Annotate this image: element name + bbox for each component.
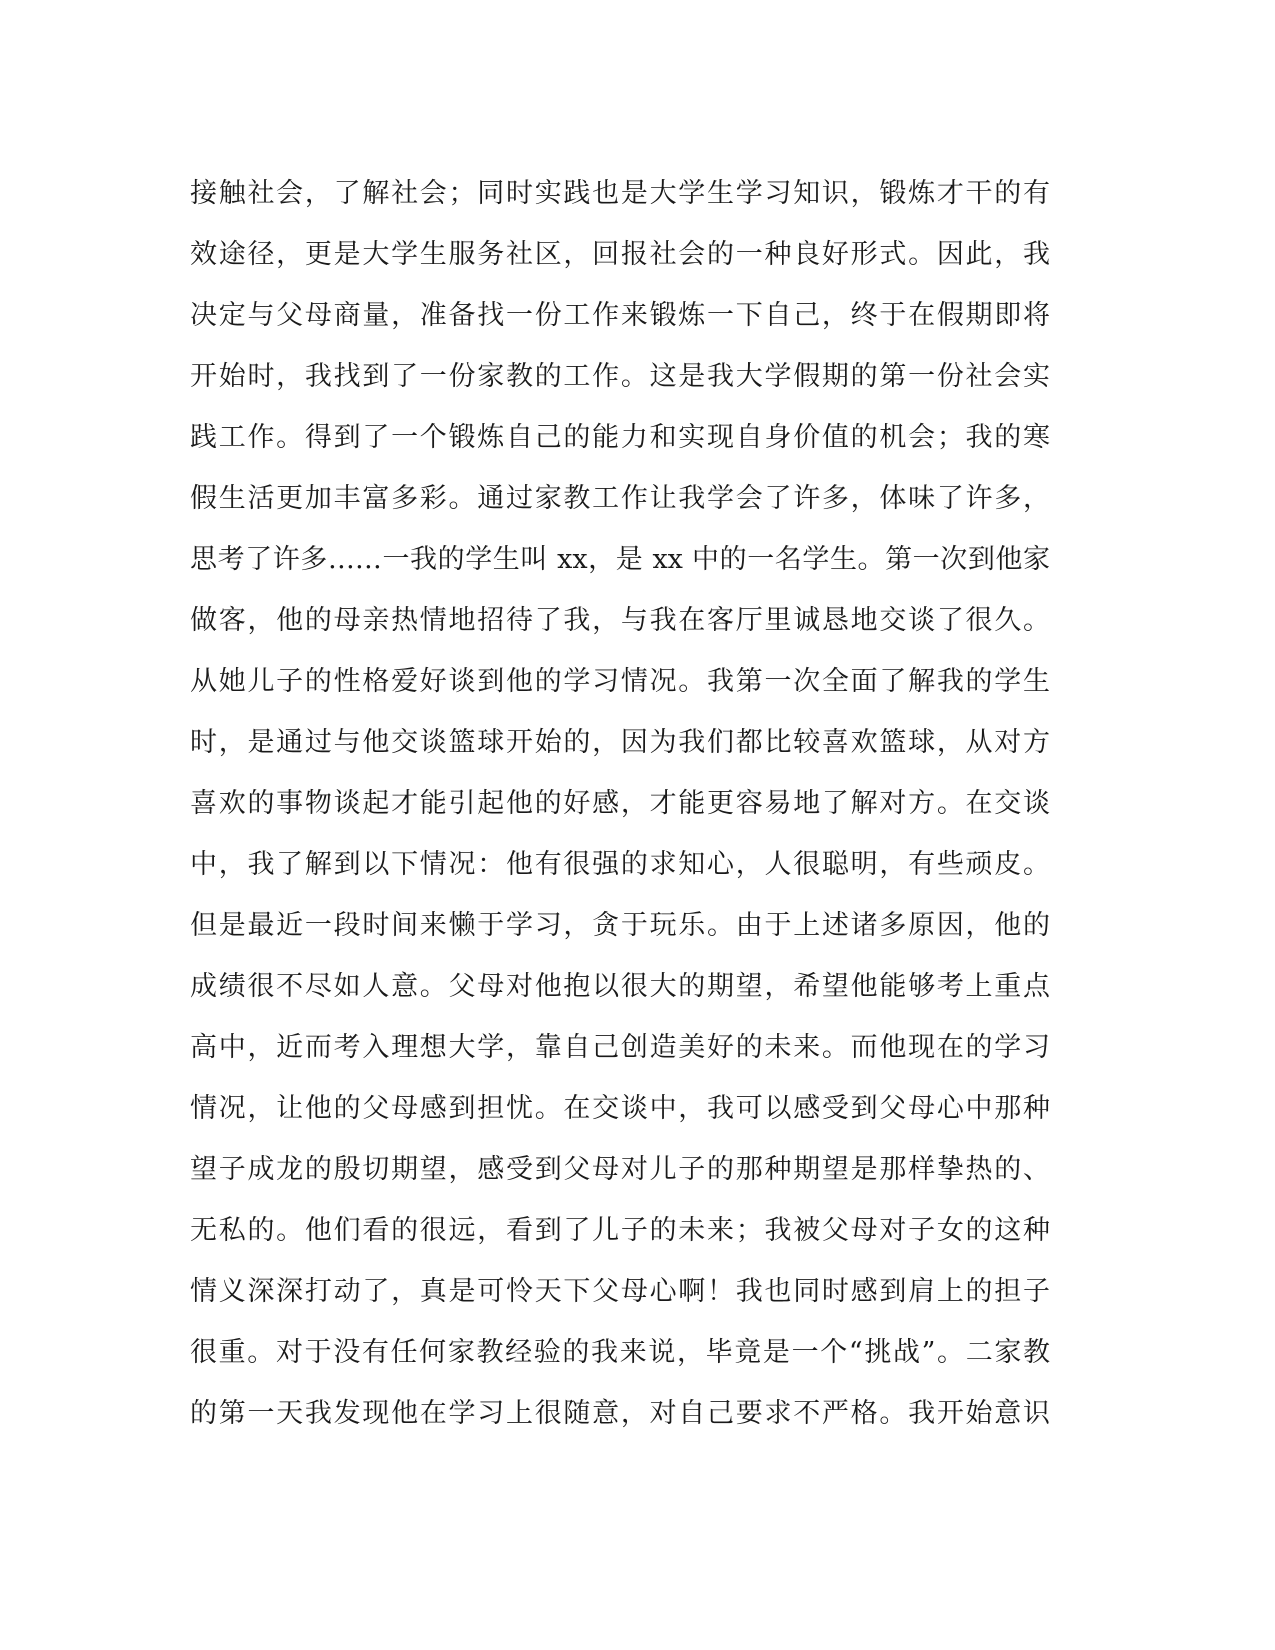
- body-text: [190, 163, 1090, 1444]
- text-line: 践工作。得到了一个锻炼自己的能力和实现自身价值的机会；我的寒: [190, 422, 1050, 453]
- text-line: 接触社会，了解社会；同时实践也是大学生学习知识，锻炼才干的有: [190, 178, 1050, 209]
- text-line: 无私的。他们看的很远，看到了儿子的未来；我被父母对子女的这种: [190, 1215, 1050, 1246]
- text-line: 从她儿子的性格爱好谈到他的学习情况。我第一次全面了解我的学生: [190, 666, 1050, 697]
- text-line: 假生活更加丰富多彩。通过家教工作让我学会了许多，体味了许多，: [190, 483, 1050, 514]
- text-line: 成绩很不尽如人意。父母对他抱以很大的期望，希望他能够考上重点: [190, 971, 1050, 1002]
- text-line: 很重。对于没有任何家教经验的我来说，毕竟是一个“挑战”。二家教: [190, 1337, 1050, 1368]
- text-line: 效途径，更是大学生服务社区，回报社会的一种良好形式。因此，我: [190, 239, 1050, 270]
- text-line: 望子成龙的殷切期望，感受到父母对儿子的那种期望是那样挚热的、: [190, 1154, 1050, 1185]
- text-line: 开始时，我找到了一份家教的工作。这是我大学假期的第一份社会实: [190, 361, 1050, 392]
- text-line: 的第一天我发现他在学习上很随意，对自己要求不严格。我开始意识: [190, 1398, 1050, 1429]
- text-line: 喜欢的事物谈起才能引起他的好感，才能更容易地了解对方。在交谈: [190, 788, 1050, 819]
- text-line: 但是最近一段时间来懒于学习，贪于玩乐。由于上述诸多原因，他的: [190, 910, 1050, 941]
- text-line: 中，我了解到以下情况：他有很强的求知心，人很聪明，有些顽皮。: [190, 849, 1050, 880]
- text-line: 决定与父母商量，准备找一份工作来锻炼一下自己，终于在假期即将: [190, 300, 1050, 331]
- text-line: 情况，让他的父母感到担忧。在交谈中，我可以感受到父母心中那种: [190, 1093, 1050, 1124]
- text-line: 情义深深打动了，真是可怜天下父母心啊！我也同时感到肩上的担子: [190, 1276, 1050, 1307]
- text-line: 思考了许多……一我的学生叫 xx，是 xx 中的一名学生。第一次到他家: [190, 544, 1050, 575]
- text-line: 时，是通过与他交谈篮球开始的，因为我们都比较喜欢篮球，从对方: [190, 727, 1050, 758]
- text-line: 做客，他的母亲热情地招待了我，与我在客厅里诚恳地交谈了很久。: [190, 605, 1050, 636]
- text-line: 高中，近而考入理想大学，靠自己创造美好的未来。而他现在的学习: [190, 1032, 1050, 1063]
